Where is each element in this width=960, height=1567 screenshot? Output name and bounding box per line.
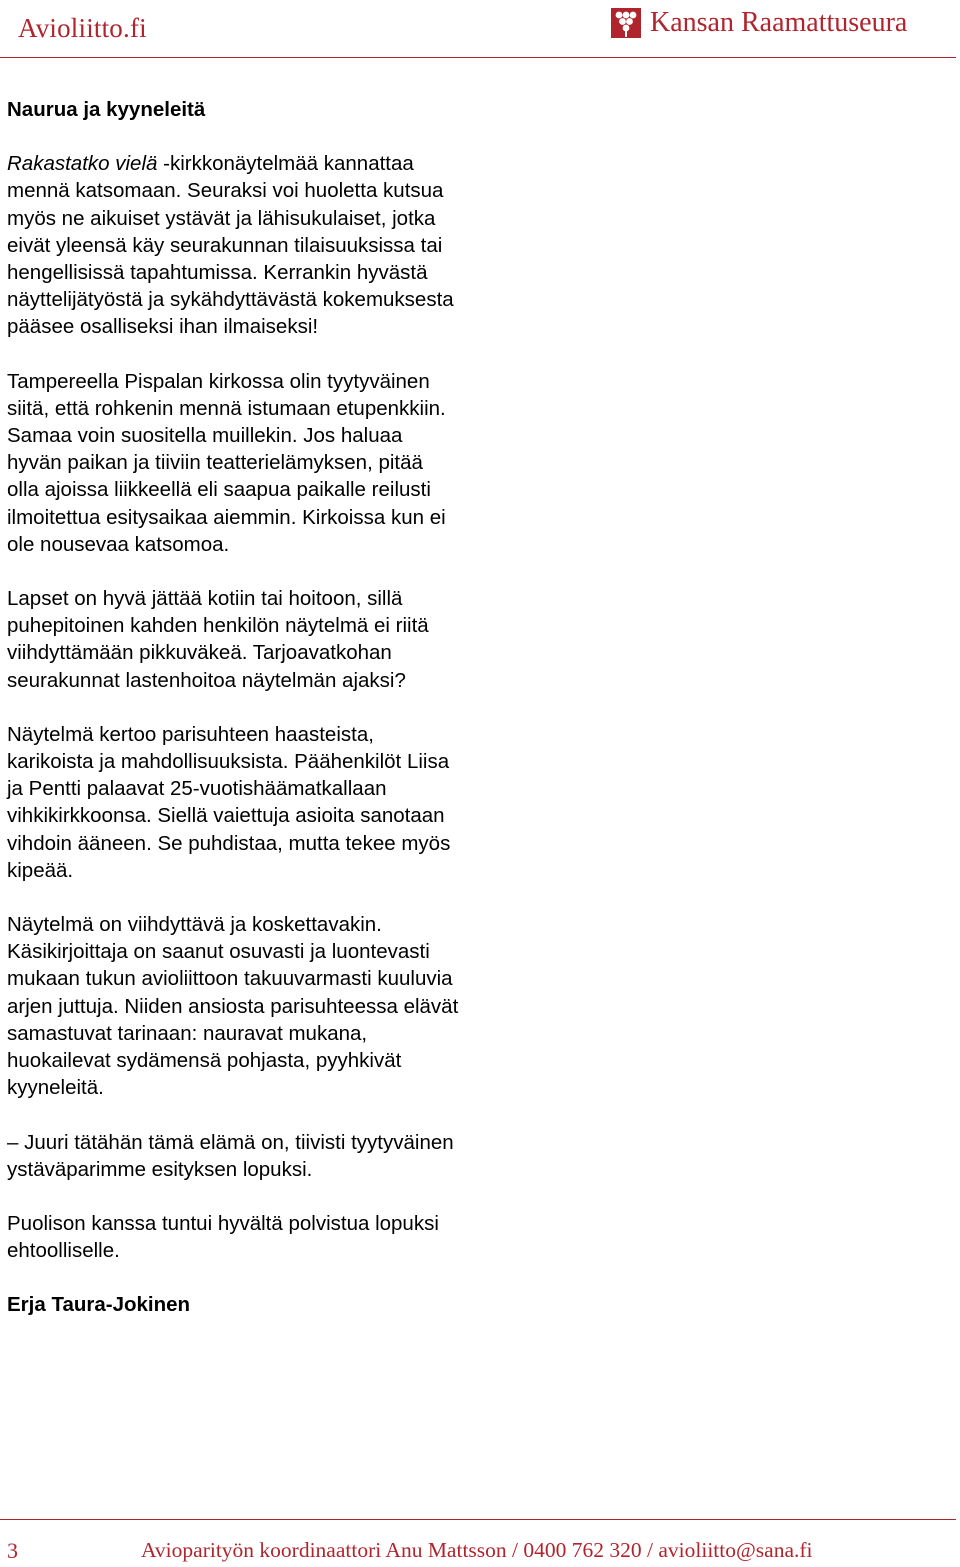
- body-paragraph: Lapset on hyvä jättää kotiin tai hoitoon, sillä puhepitoinen kahden henkilön näytelmä ei riitä viihdyttämään pikkuväkeä. Tarjoavatkohan seurakunnat lastenhoitoa näytelmän ajaksi?: [7, 587, 429, 692]
- play-title: Rakastatko vielä: [7, 152, 158, 176]
- page-number: 3: [7, 1538, 18, 1563]
- header-divider: [0, 57, 956, 58]
- grape-cluster-logo-icon: [610, 7, 642, 39]
- article-title: Naurua ja kyyneleitä: [7, 98, 206, 121]
- body-paragraph: – Juuri tätähän tämä elämä on, tiivisti tyytyväinen ystäväparimme esityksen lopuksi.: [7, 1130, 454, 1181]
- body-paragraph: Puolison kanssa tuntui hyvältä polvistua lopuksi ehtoolliselle.: [7, 1211, 439, 1263]
- publisher-brand: [610, 5, 907, 41]
- footer-contact: Avioparityön koordinaattori Anu Mattsson / 0400 762 320 / avioliitto@sana.fi: [141, 1538, 813, 1562]
- article-author: Erja Taura-Jokinen: [7, 1293, 191, 1317]
- page-header: [0, 0, 960, 62]
- brand-name: Kansan Raamattuseura: [650, 7, 908, 38]
- site-name[interactable]: Avioliitto.fi: [18, 13, 147, 43]
- intro-paragraph: [7, 150, 459, 340]
- body-paragraph: Näytelmä kertoo parisuhteen haasteista, karikoista ja mahdollisuuksista. Päähenkilöt Liisa ja Pentti palaavat 25-vuotishäämatkallaan vihkikirkkoonsa. Siellä vaiettuja asioita sanotaan vihdoin ääneen. Se puhdistaa, mutta tekee myös kipeää.: [7, 722, 451, 882]
- body-paragraph: Tampereella Pispalan kirkossa olin tyytyväinen siitä, että rohkenin mennä istumaan etupenkkiin. Samaa voin suositella muillekin. Jos haluaa hyvän paikan ja tiiviin teatterielämyksen, pitää olla ajoissa liikkeellä eli saapua paikalle reilusti ilmoitettua esitysaikaa aiemmin. Kirkoissa kun ei ole nousevaa katsomoa.: [7, 369, 446, 556]
- body-paragraph: Näytelmä on viihdyttävä ja koskettavakin. Käsikirjoittaja on saanut osuvasti ja luontevasti mukaan tukun avioliittoon takuuvarmasti kuuluvia arjen juttuja. Niiden ansiosta parisuhteessa elävät samastuvat tarinaan: nauravat mukana, huokailevat sydämensä pohjasta, pyyhkivät kyyneleitä.: [7, 913, 459, 1100]
- footer-divider: [0, 1519, 956, 1520]
- intro-text: -kirkkonäytelmää kannattaa mennä katsomaan. Seuraksi voi huoletta kutsua myös ne aikuiset ystävät ja lähisukulaiset, jotka eivät yleensä käy seurakunnan tilaisuuksissa tai hengellisissä tapahtumissa. Kerrankin hyvästä näyttelijätyöstä ja sykähdyttävästä kokemuksesta pääsee osalliseksi ihan ilmaiseksi!: [7, 152, 454, 339]
- article: [7, 96, 459, 1346]
